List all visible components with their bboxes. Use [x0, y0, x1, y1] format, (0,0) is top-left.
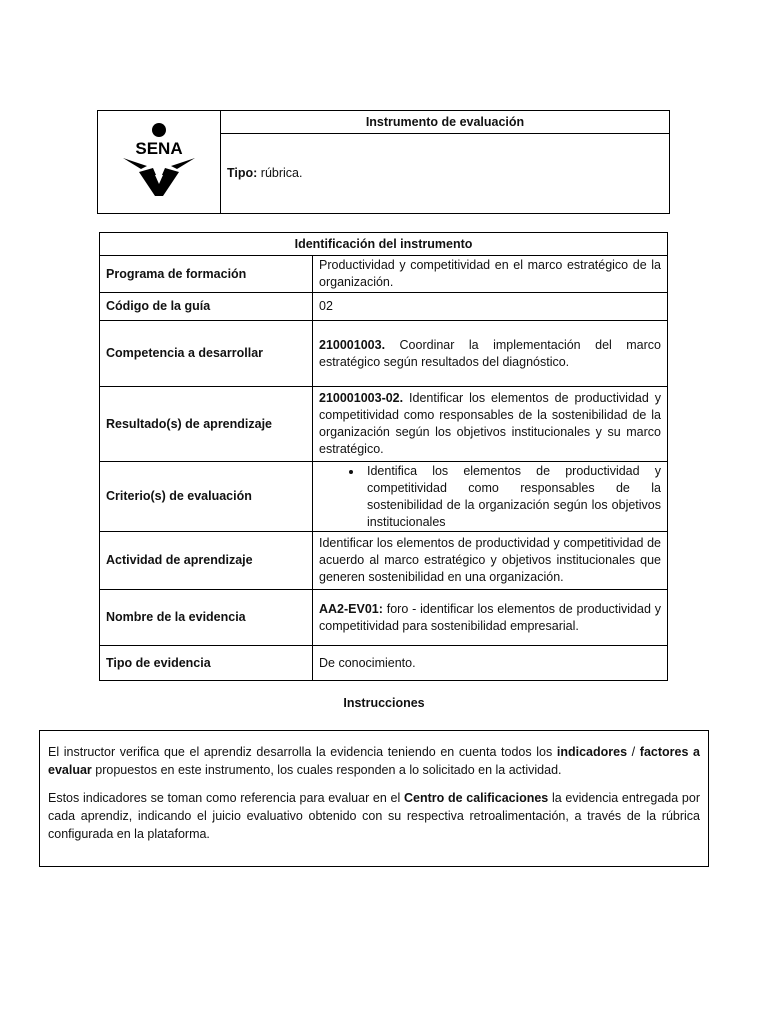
- competencia-code: 210001003.: [319, 337, 386, 352]
- table-row: [100, 256, 668, 293]
- text-run: propuestos en este instrumento, los cuales responden a lo solicitado en la actividad.: [91, 763, 562, 777]
- row-value: Identificar los elementos de productividad y competitividad de acuerdo al marco estratégico y objetivos institucionales que generen sostenibilidad en una organización.: [313, 532, 668, 590]
- instructions-box: [39, 730, 709, 867]
- row-label: Criterio(s) de evaluación: [100, 462, 313, 532]
- resultado-text: Identificar los elementos de productividad y competitividad como responsables de la sostenibilidad de la organización según los objetivos institucionales y su marco estratégico.: [319, 391, 661, 456]
- logo-text: SENA: [135, 138, 183, 158]
- row-label: Nombre de la evidencia: [100, 590, 313, 646]
- text-run: El instructor verifica que el aprendiz desarrolla la evidencia teniendo en cuenta todos los: [48, 745, 557, 759]
- tipo-cell: [221, 134, 670, 214]
- table-row: [100, 532, 668, 590]
- header-table: [97, 110, 670, 214]
- criterio-list: [319, 463, 661, 531]
- row-label: Competencia a desarrollar: [100, 321, 313, 387]
- identification-title: Identificación del instrumento: [100, 233, 668, 256]
- row-value: [313, 321, 668, 387]
- row-label: Código de la guía: [100, 293, 313, 321]
- table-row: [100, 387, 668, 462]
- logo-cell: [98, 111, 221, 214]
- row-label: Programa de formación: [100, 256, 313, 293]
- evidencia-code: AA2-EV01:: [319, 601, 383, 616]
- text-run: la evidencia entregada por cada aprendiz, indicando el juicio evaluativo obtenido con su respectiva retroalimentación, a través de la rúbrica configurada en la plataforma.: [48, 791, 700, 841]
- row-value: Productividad y competitividad en el marco estratégico de la organización.: [313, 256, 668, 293]
- bold-run: indicadores: [556, 745, 628, 759]
- row-value: [313, 387, 668, 462]
- resultado-code: 210001003-02.: [319, 391, 404, 405]
- identification-table: [99, 232, 668, 681]
- bold-run: factores a evaluar: [48, 745, 701, 777]
- instrument-title: Instrumento de evaluación: [221, 111, 670, 134]
- instructions-paragraph-2: [48, 789, 700, 843]
- bold-run: Centro de calificaciones: [403, 791, 549, 805]
- row-value: De conocimiento.: [313, 646, 668, 681]
- competencia-text: Coordinar la implementación del marco estratégico según resultados del diagnóstico.: [319, 337, 661, 369]
- row-label: Tipo de evidencia: [100, 646, 313, 681]
- text-run: /: [627, 745, 640, 759]
- tipo-label: Tipo:: [227, 166, 258, 180]
- row-value: [313, 590, 668, 646]
- row-label: Resultado(s) de aprendizaje: [100, 387, 313, 462]
- row-value: 02: [313, 293, 668, 321]
- text-run: Estos indicadores se toman como referencia para evaluar en el: [48, 791, 404, 805]
- list-item: • Identifica los elementos de productividad y competitividad como responsables de la sostenibilidad de la organización según los objetivos institucionales: [363, 463, 661, 531]
- tipo-value: rúbrica.: [257, 166, 303, 180]
- evidencia-text: foro - identificar los elementos de productividad y competitividad para sostenibilidad empresarial.: [319, 601, 661, 633]
- table-row: [100, 590, 668, 646]
- row-label: Actividad de aprendizaje: [100, 532, 313, 590]
- table-row: [100, 646, 668, 681]
- table-row: [100, 462, 668, 532]
- table-row: [100, 321, 668, 387]
- table-row: [100, 293, 668, 321]
- sena-logo: [119, 120, 199, 200]
- instructions-paragraph-1: [48, 743, 700, 779]
- row-value: [313, 462, 668, 532]
- instructions-title: Instrucciones: [343, 696, 425, 710]
